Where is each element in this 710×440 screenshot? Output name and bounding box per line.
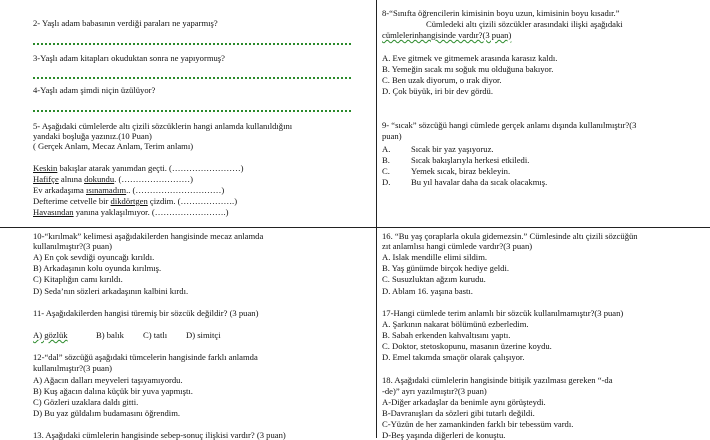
q18-option-c[interactable]: C-Yüzün de her zamankinden farklı bir tebessüm vardı. [382,419,574,429]
answer-blank[interactable]: …………………………) [135,185,225,195]
question-16-line2: zıt anlamlısı hangi cümlede vardır?(3 puan) [382,241,533,251]
q8-option-a[interactable]: A. Eve gitmek ve gitmemek arasında karasız kaldı. [382,53,558,63]
column-divider [376,0,377,438]
question-5-line1: 5- Aşağıdaki cümlelerde altı çizili sözcüklerin hangi anlamda kullanıldığını [33,121,293,131]
answer-blank[interactable]: ……………………) [121,174,193,184]
sentence-text: .. ( [126,185,136,195]
q9-option-c-label: C. [382,166,390,176]
answer-line-3 [33,74,351,79]
question-9-line2: puan) [382,131,402,141]
q18-option-a[interactable]: A-Diğer arkadaşlar da benimle aynı görüşteydi. [382,397,546,407]
underlined-word: Keskin [33,163,58,173]
answer-line-2 [33,40,351,45]
q11-option-d[interactable]: D) simitçi [186,330,221,340]
sentence-3 [33,185,224,195]
q12-option-d[interactable]: D) Bu yaz güldalım budamasını öğrendim. [33,408,181,418]
underlined-word: Hafifçe [33,174,59,184]
question-10-line1: 10-“kırılmak” kelimesi aşağıdakilerden hangisinde mecaz anlamda [33,231,264,241]
q9-option-d-label: D. [382,177,391,187]
sentence-text: çizdim. ( [147,196,181,206]
question-5-line2: yandaki boşluğa yazınız.(10 Puan) [33,131,152,141]
question-12-line1: 12-“dal” sözcüğü aşağıdaki tümcelerin hangisinde farklı anlamda [33,352,258,362]
q9-option-a[interactable]: Sıcak bir yaz yaşıyoruz. [411,144,494,154]
question-10-line2: kullanılmıştır?(3 puan) [33,241,112,251]
answer-line-4 [33,107,351,112]
q11-option-a[interactable]: A) gözlük [33,330,68,340]
sentence-text: bakışlar atarak yanımdan geçti. ( [57,163,172,173]
answer-blank[interactable]: …………………….) [154,207,229,217]
q11-option-b[interactable]: B) balık [96,330,124,340]
sentence-text: yanına yaklaşılmıyor. ( [73,207,155,217]
question-11: 11- Aşağıdakilerden hangisi türemiş bir sözcük değildir? (3 puan) [33,308,259,318]
q16-option-b[interactable]: B. Yaş günümde birçok hediye geldi. [382,263,509,273]
question-8-line2: Cümledeki altı çizili sözcükler arasındaki ilişki aşağıdaki [426,19,623,29]
question-18-line1: 18. Aşağıdaki cümlelerin hangisinde bitişik yazılması gereken “-da [382,375,613,385]
q10-option-b[interactable]: B) Arkadaşının kolu oyunda kırılmış. [33,263,162,273]
q9-option-b[interactable]: Sıcak bakışlarıyla herkesi etkiledi. [411,155,530,165]
q9-option-b-label: B. [382,155,390,165]
q16-option-a[interactable]: A. Islak mendille elimi sildim. [382,252,488,262]
q8-option-d[interactable]: D. Çok büyük, iri bir dev gördü. [382,86,493,96]
q18-option-d[interactable]: D-Beş yaşında diğerleri de konuştu. [382,430,506,440]
q17-option-d[interactable]: D. Emel takımda smaçör olarak çalışıyor. [382,352,525,362]
question-4: 4-Yaşlı adam şimdi niçin üzülüyor? [33,85,156,95]
sentence-2 [33,174,193,184]
sentence-text: Ev arkadaşıma [33,185,86,195]
sentence-5 [33,207,229,217]
q10-option-d[interactable]: D) Seda’nın sözleri arkadaşının kalbini kırdı. [33,286,189,296]
q12-option-a[interactable]: A) Ağacın dalları meyveleri taşıyamıyordu. [33,375,183,385]
q16-option-c[interactable]: C. Susuzluktan ağzım kurudu. [382,274,486,284]
underlined-word: dokundu [84,174,115,184]
question-18-line2: -de)” ayrı yazılmıştır?(3 puan) [382,386,487,396]
q12-option-b[interactable]: B) Kuş ağacın dalına küçük bir yuva yapmıştı. [33,386,193,396]
underlined-word: Havasından [33,207,74,217]
q9-option-a-label: A. [382,144,391,154]
section-divider [0,227,710,228]
question-5-line3: ( Gerçek Anlam, Mecaz Anlam, Terim anlamı) [33,141,194,151]
underlined-word: dikdörtgen [110,196,148,206]
question-17: 17-Hangi cümlede terim anlamlı bir sözcük kullanılmamıştır?(3 puan) [382,308,624,318]
sentence-4 [33,196,237,206]
sentence-text: Defterime cetvelle bir [33,196,111,206]
q11-option-c[interactable]: C) tatlı [143,330,168,340]
q18-option-b[interactable]: B-Davranışları da sözleri gibi tutarlı değildi. [382,408,535,418]
question-8-line1: 8-“Sınıfta öğrencilerin kimisinin boyu uzun, kimisinin boyu kısadır.” [382,8,620,18]
answer-blank[interactable]: ……………….) [180,196,238,206]
question-9-line1: 9- “sıcak” sözcüğü hangi cümlede gerçek anlamı dışında kullanılmıştır?(3 [382,120,637,130]
q9-option-c[interactable]: Yemek sıcak, biraz bekleyin. [411,166,511,176]
question-13: 13. Aşağıdaki cümlelerin hangisinde sebep-sonuç ilişkisi vardır? (3 puan) [33,430,286,440]
q12-option-c[interactable]: C) Gözleri uzaklara daldı gitti. [33,397,139,407]
q8-option-c[interactable]: C. Ben uzak diyorum, o ırak diyor. [382,75,502,85]
underlined-word: ısınamadım [85,185,127,195]
sentence-text: . ( [114,174,122,184]
q17-option-a[interactable]: A. Şarkının nakarat bölümünü ezberledim. [382,319,529,329]
sentence-text: alnına [58,174,85,184]
q17-option-c[interactable]: C. Doktor, stetoskopunu, masanın üzerine koydu. [382,341,552,351]
q10-option-c[interactable]: C) Kitaplığın camı kırıldı. [33,274,123,284]
q8-option-b[interactable]: B. Yemeğin sıcak mı soğuk mu olduğuna bakıyor. [382,64,554,74]
question-16-line1: 16. “Bu yaş çoraplarla okula gidemezsin.” Cümlesinde altı çizili sözcüğün [382,231,638,241]
q16-option-d[interactable]: D. Ablam 16. yaşına bastı. [382,286,473,296]
question-2: 2- Yaşlı adam babasının verdiği paraları ne yaparmış? [33,18,218,28]
q17-option-b[interactable]: B. Sabah erkenden kahvaltısını yaptı. [382,330,511,340]
question-8-line3: cümlelerinhangisinde vardır?(3 puan) [382,30,512,40]
q10-option-a[interactable]: A) En çok sevdiği oyuncağı kırıldı. [33,252,155,262]
question-3: 3-Yaşlı adam kitapları okuduktan sonra ne yapıyormuş? [33,53,225,63]
sentence-1 [33,163,244,173]
answer-blank[interactable]: ……………………) [171,163,244,173]
question-12-line2: kullanılmıştır?(3 puan) [33,363,112,373]
q9-option-d[interactable]: Bu yıl havalar daha da sıcak olacakmış. [411,177,548,187]
